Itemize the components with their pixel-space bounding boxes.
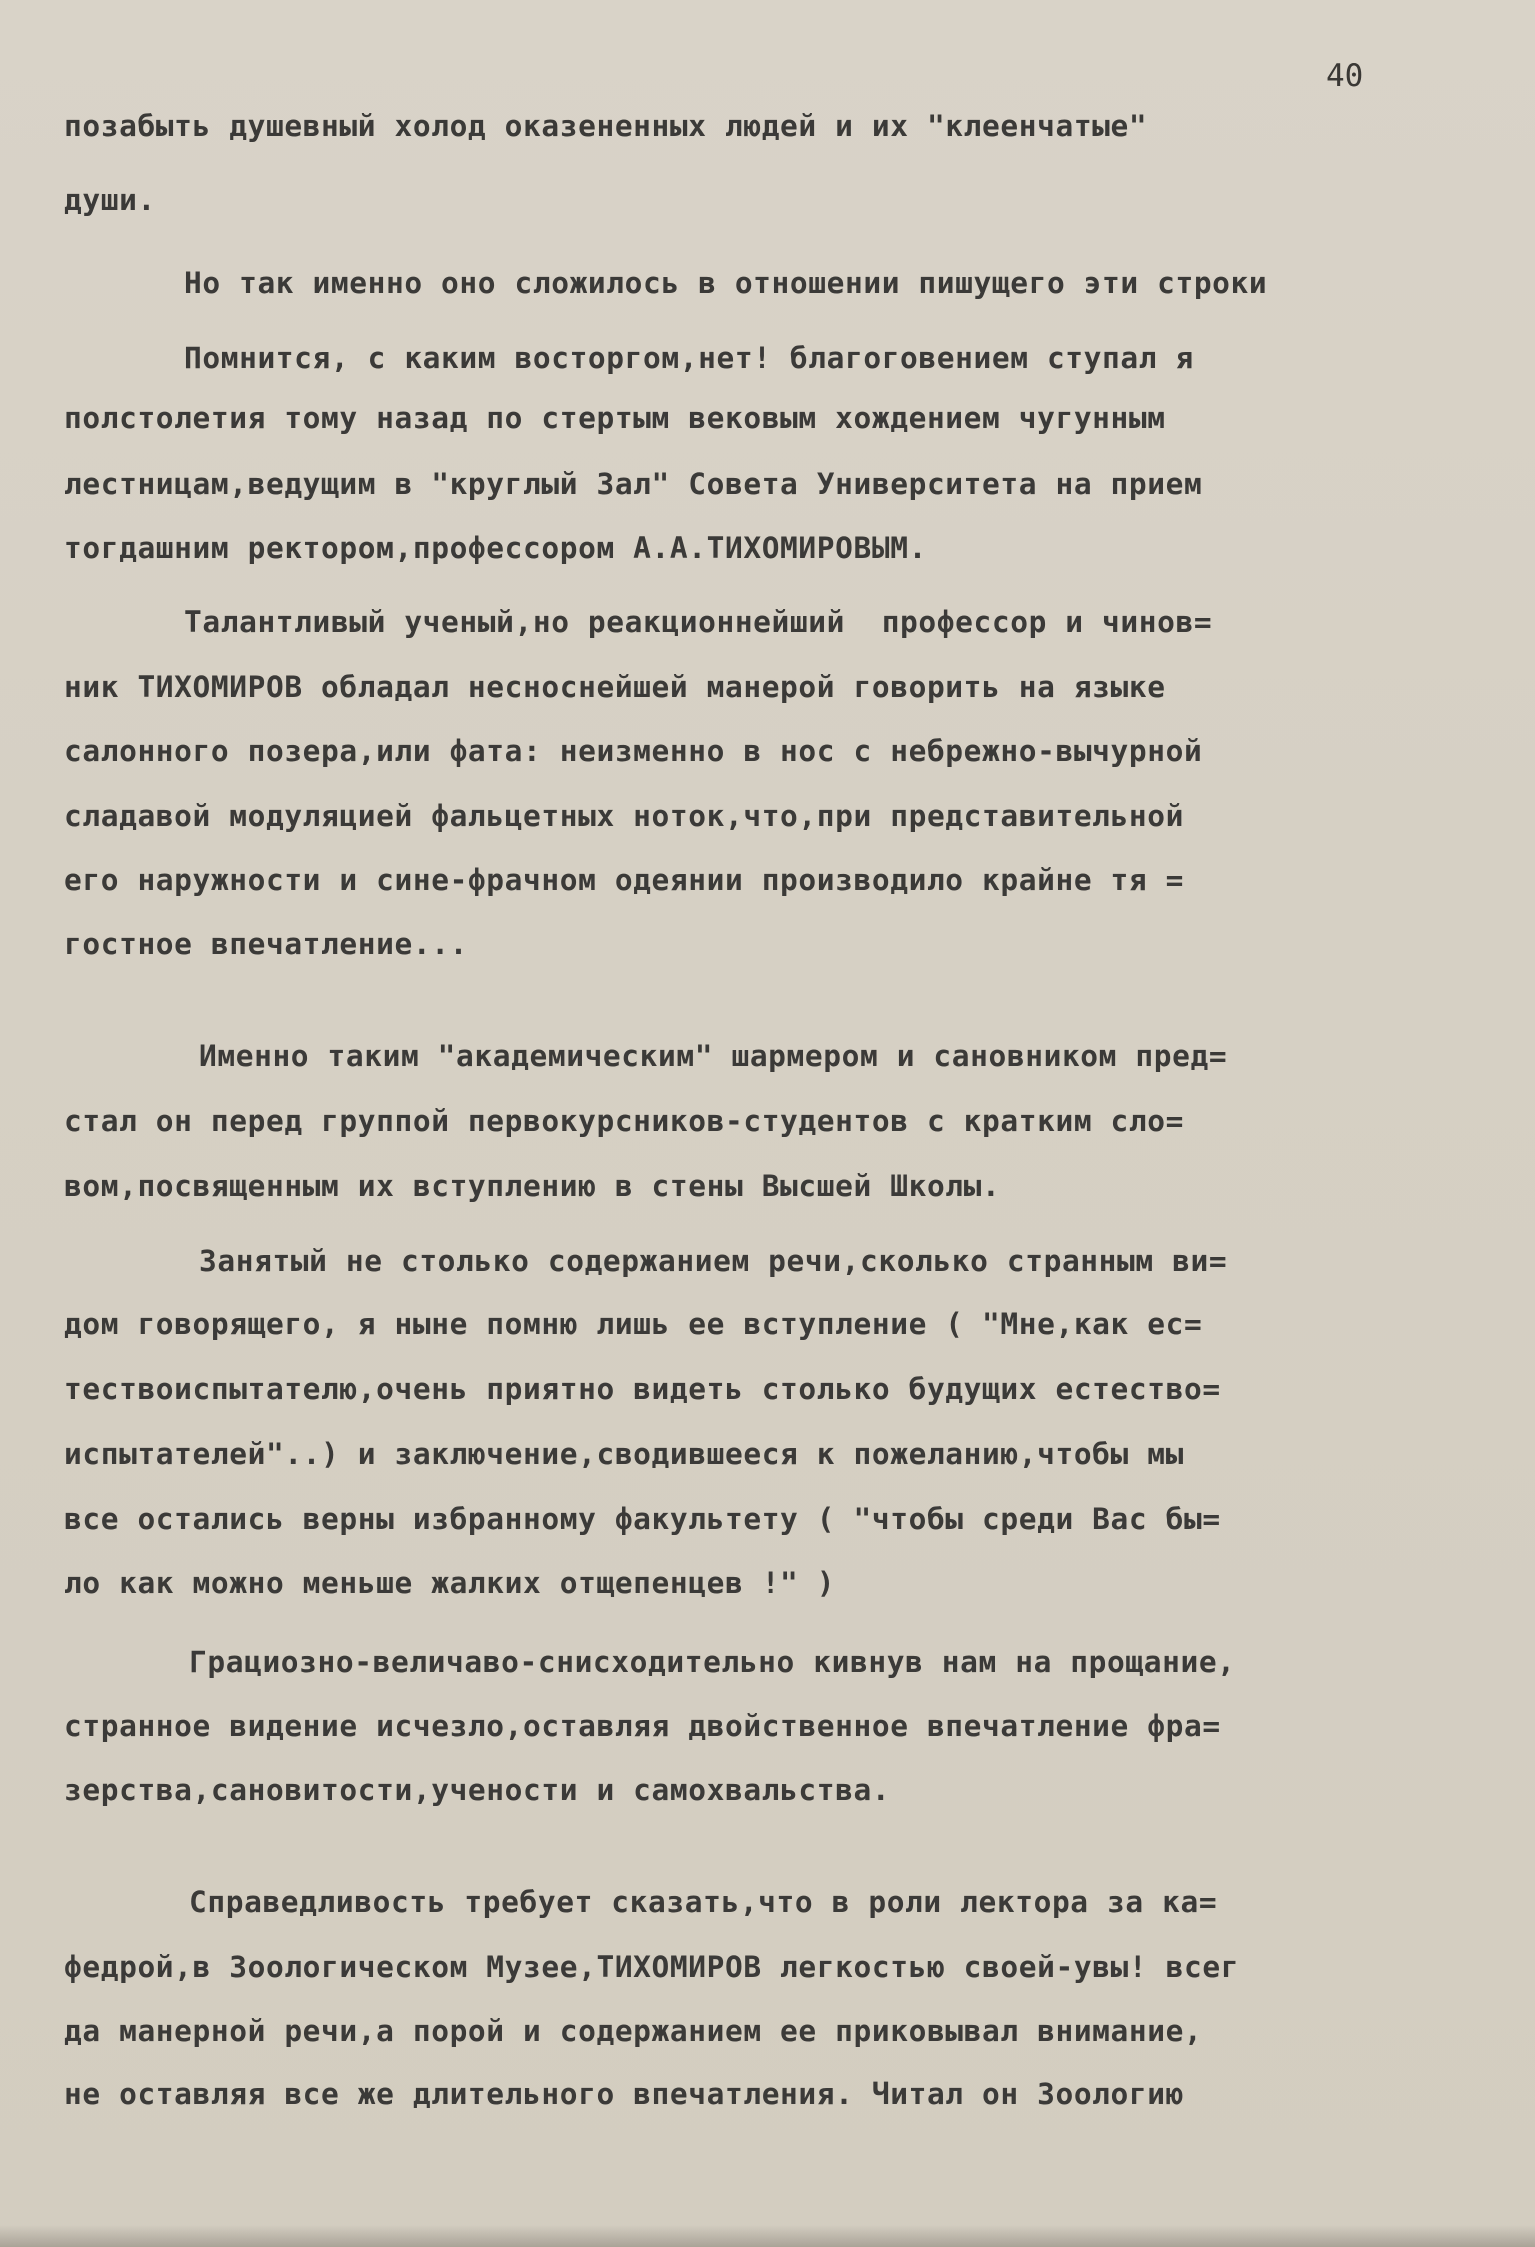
paragraph-start: Справедливость требует сказать,что в роли лектора за ка= [189,1885,1218,1919]
paragraph-start: Но так именно оно сложилось в отношении пишущего эти строки [184,266,1268,300]
text-line: стал он перед группой первокурсников-студентов с кратким сло= [64,1104,1184,1138]
paragraph-start: Занятый не столько содержанием речи,сколько странным ви= [199,1244,1228,1278]
text-line: позабыть душевный холод оказененных людей и их "клеенчатые" [64,109,1148,143]
text-line: души. [64,183,156,217]
text-line: лестницам,ведущим в "круглый Зал" Совета Университета на прием [64,467,1203,501]
text-line: странное видение исчезло,оставляя двойственное впечатление фра= [64,1709,1221,1743]
text-line: ник ТИХОМИРОВ обладал несноснейшей манерой говорить на языке [64,670,1166,704]
paragraph-start: Именно таким "академическим" шармером и сановником пред= [199,1039,1228,1073]
text-line: его наружности и сине-фрачном одеянии производило крайне тя = [64,863,1184,897]
text-line: испытателей"..) и заключение,сводившееся к пожеланию,чтобы мы [64,1437,1184,1471]
text-line: зерства,сановитости,учености и самохвальства. [64,1773,891,1807]
text-line: полстолетия тому назад по стертым вековым хождением чугунным [64,401,1166,435]
text-line: все остались верны избранному факультету ( "чтобы среди Вас бы= [64,1502,1221,1536]
text-line: не оставляя все же длительного впечатления. Читал он Зоологию [64,2077,1184,2111]
text-line: вом,посвященным их вступлению в стены Высшей Школы. [64,1169,1001,1203]
text-line: федрой,в Зоологическом Музее,ТИХОМИРОВ легкостью своей-увы! всег [64,1950,1240,1984]
text-line: тествоиспытателю,очень приятно видеть столько будущих естество= [64,1372,1221,1406]
text-line: дом говорящего, я ныне помню лишь ее вступление ( "Мне,как ес= [64,1307,1203,1341]
text-line: ло как можно меньше жалких отщепенцев !" ) [64,1566,836,1600]
page-number: 40 [1326,58,1364,94]
text-line: тогдашним ректором,профессором А.А.ТИХОМИРОВЫМ. [64,531,927,565]
paragraph-start: Талантливый ученый,но реакционнейший профессор и чинов= [184,605,1213,639]
text-line: да манерной речи,а порой и содержанием ее приковывал внимание, [64,2014,1203,2048]
paragraph-start: Грациозно-величаво-снисходительно кивнув нам на прощание, [189,1645,1236,1679]
text-line: гостное впечатление... [64,927,468,961]
paragraph-start: Помнится, с каким восторгом,нет! благоговением ступал я [184,341,1194,375]
text-line: сладавой модуляцией фальцетных ноток,что,при представительной [64,799,1184,833]
text-line: салонного позера,или фата: неизменно в нос с небрежно-вычурной [64,734,1203,768]
